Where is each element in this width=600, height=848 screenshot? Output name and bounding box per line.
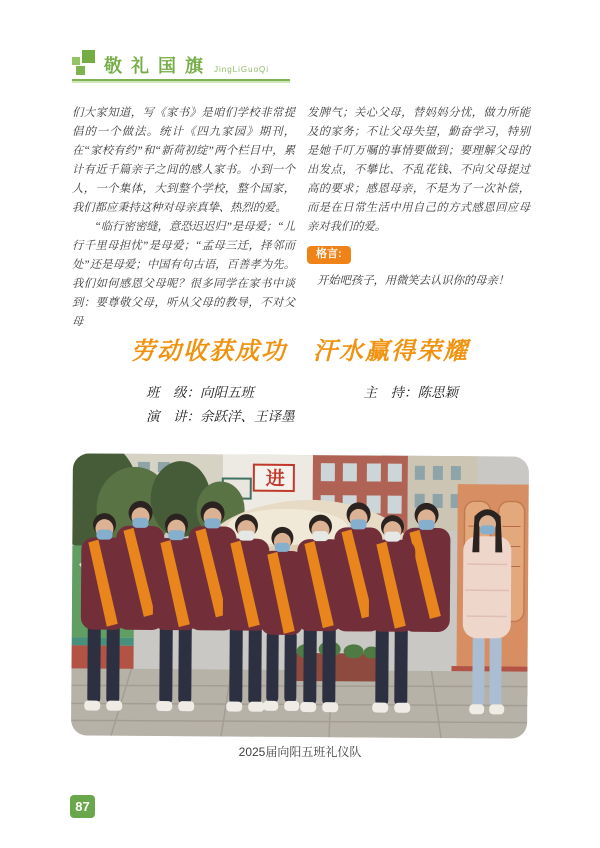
section-title: 劳动收获成功 汗水赢得荣耀 (131, 339, 469, 365)
header-divider (72, 79, 290, 83)
section-info (146, 381, 458, 429)
article-body (72, 104, 530, 332)
class-line: 班 级：向阳五班 (146, 385, 254, 400)
photo-illustration (71, 453, 529, 738)
forward-sign-text: 进 (265, 468, 285, 490)
page-header (72, 50, 532, 83)
photo-caption: 2025届向阳五班礼仪队 (238, 745, 362, 759)
paragraph: “临行密密缝，意恐迟迟归”是母爱；“儿行千里母担忧”是母爱；“孟母三迁，择邻而处”还是母爱；中国有句古语，百善孝为先。我们如何感恩父母呢？很多同学在家书中谈到：要尊敬父母，听从父母的教导，不对父母 (72, 221, 295, 328)
paragraph: 发脾气；关心父母，替妈妈分忧，做力所能及的家务；不让父母失望，勤奋学习，特别是她千叮万嘱的事情要做到；要理解父母的出发点，不攀比、不乱花钱、不向父母提过高的要求；感恩母亲，不是为了一次补偿，而是在日常生活中用自己的方式感恩回应母亲对我们的爱。 (307, 107, 530, 233)
motto-badge: 格言: (307, 246, 351, 264)
paragraph: 们大家知道，写《家书》是咱们学校非常提倡的一个做法。统计《四九家园》期刊，在“家校有约”和“新荷初绽”两个栏目中，累计有近千篇亲子之间的感人家书。小到一个人，一个集体，大到整个学校，整个国家，我们都应秉持这种对母亲真挚、热烈的爱。 (72, 107, 295, 214)
article-right-column (307, 104, 530, 332)
host-line: 主 持：陈思颖 (363, 385, 458, 400)
motto-text: 开始吧孩子，用微笑去认识你的母亲！ (317, 275, 510, 287)
article-left-column (72, 104, 295, 332)
page-number-badge: 87 (70, 795, 95, 818)
column-title-pinyin: JingLiGuoQi (214, 65, 270, 74)
forward-sign (254, 465, 294, 491)
flag-squares-logo-icon (72, 50, 96, 75)
column-title: 敬礼国旗 (104, 56, 212, 76)
speaker-line: 演 讲：余跃洋、王译墨 (146, 409, 295, 424)
class-photo (71, 453, 529, 738)
